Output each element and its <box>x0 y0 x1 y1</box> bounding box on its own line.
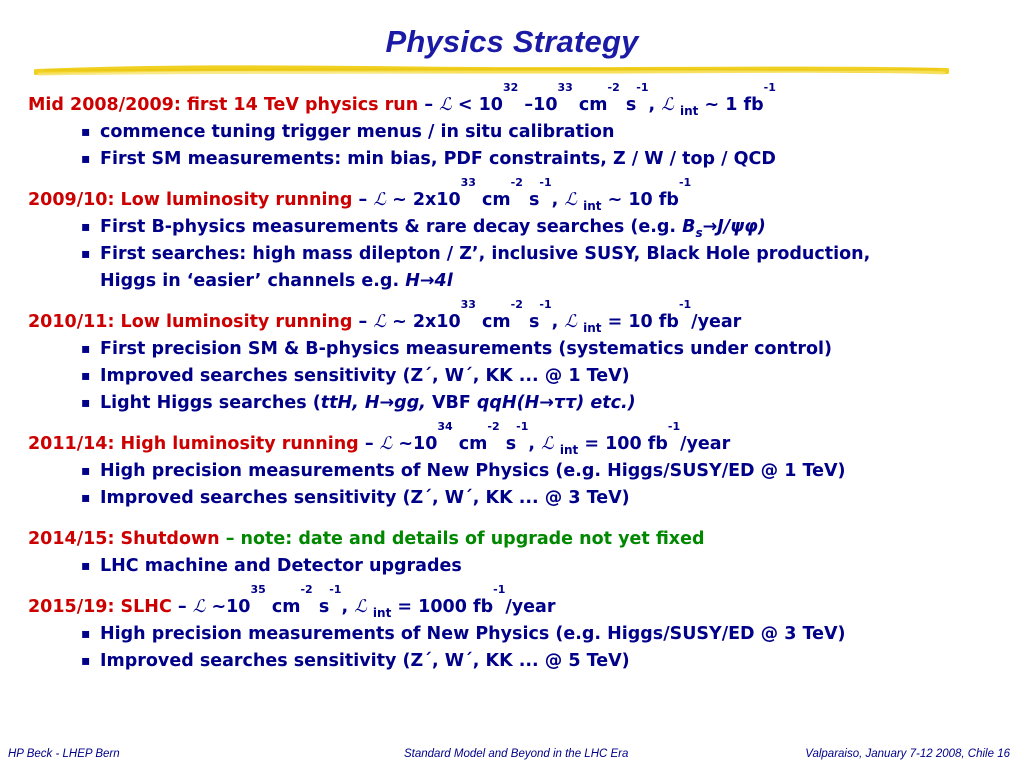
slide-footer <box>0 744 1024 764</box>
list-item: ▪ LHC machine and Detector upgrades <box>28 553 1018 580</box>
footer-author: HP Beck - LHEP Bern <box>8 748 120 760</box>
footer-event-title: Standard Model and Beyond in the LHC Era <box>404 748 629 760</box>
footer-location-page: Valparaiso, January 7-12 2008, Chile 16 <box>805 748 1010 760</box>
list-item: ▪ High precision measurements of New Physics (e.g. Higgs/SUSY/ED @ 1 TeV) <box>28 458 1018 485</box>
list-item: ▪ High precision measurements of New Physics (e.g. Higgs/SUSY/ED @ 3 TeV) <box>28 621 1018 648</box>
slide-title: Physics Strategy <box>385 24 639 59</box>
section-heading-2014: 2014/15: Shutdown – note: date and details of upgrade not yet fixed <box>28 529 705 549</box>
list-item: ▪ Improved searches sensitivity (Z´, W´, KK ... @ 1 TeV) <box>28 363 1018 390</box>
list-item: ▪ First SM measurements: min bias, PDF constraints, Z / W / top / QCD <box>28 146 1018 173</box>
list-item: ▪ First searches: high mass dilepton / Z’, inclusive SUSY, Black Hole production, <box>28 241 1018 268</box>
list-item: ▪ First precision SM & B-physics measurements (systematics under control) <box>28 336 1018 363</box>
list-item: ▪ Light Higgs searches (ttH, H→gg, VBF qqH(H→ττ) etc.) <box>28 390 1018 417</box>
slide-body <box>28 81 1018 675</box>
list-item-continuation: Higgs in ‘easier’ channels e.g. H→4l <box>100 271 453 291</box>
title-underline <box>34 60 949 82</box>
section-heading-2008: Mid 2008/2009: first 14 TeV physics run – ℒ < $10^{32}$ $-10^{33}$ $cm^{-2}$ $s^{-1}$, ℒ $_{int}$ ~ 1 $fb^{-1}$ <box>28 81 776 118</box>
list-item: ▪ Improved searches sensitivity (Z´, W´, KK ... @ 5 TeV) <box>28 648 1018 675</box>
section-heading-2011: 2011/14: High luminosity running – ℒ $\sim 10^{34}$ $cm^{-2}$ $s^{-1}$, ℒ $_{int}$ = 100 $fb^{-1}$/year <box>28 420 731 457</box>
section-heading-2015: 2015/19: SLHC – ℒ $\sim 10^{35}$ $cm^{-2}$ $s^{-1}$, ℒ $_{int}$ = 1000 $fb^{-1}$/year <box>28 583 556 620</box>
section-heading-2009: 2009/10: Low luminosity running – ℒ ~ $2x10^{33}$ $cm^{-2}$ $s^{-1}$, ℒ $_{int}$ ~ 10 $fb^{-1}$ <box>28 176 692 213</box>
list-item: ▪ First B-physics measurements & rare decay searches (e.g. $B_s\to J/\psi\varphi$) <box>28 214 1018 241</box>
list-item: ▪ commence tuning trigger menus / in situ calibration <box>28 119 1018 146</box>
section-heading-2010: 2010/11: Low luminosity running – ℒ ~ $2x10^{33}$ $cm^{-2}$ $s^{-1}$, ℒ $_{int}$ = 10 $fb^{-1}$/year <box>28 298 742 335</box>
list-item: ▪ Improved searches sensitivity (Z´, W´, KK ... @ 3 TeV) <box>28 485 1018 512</box>
